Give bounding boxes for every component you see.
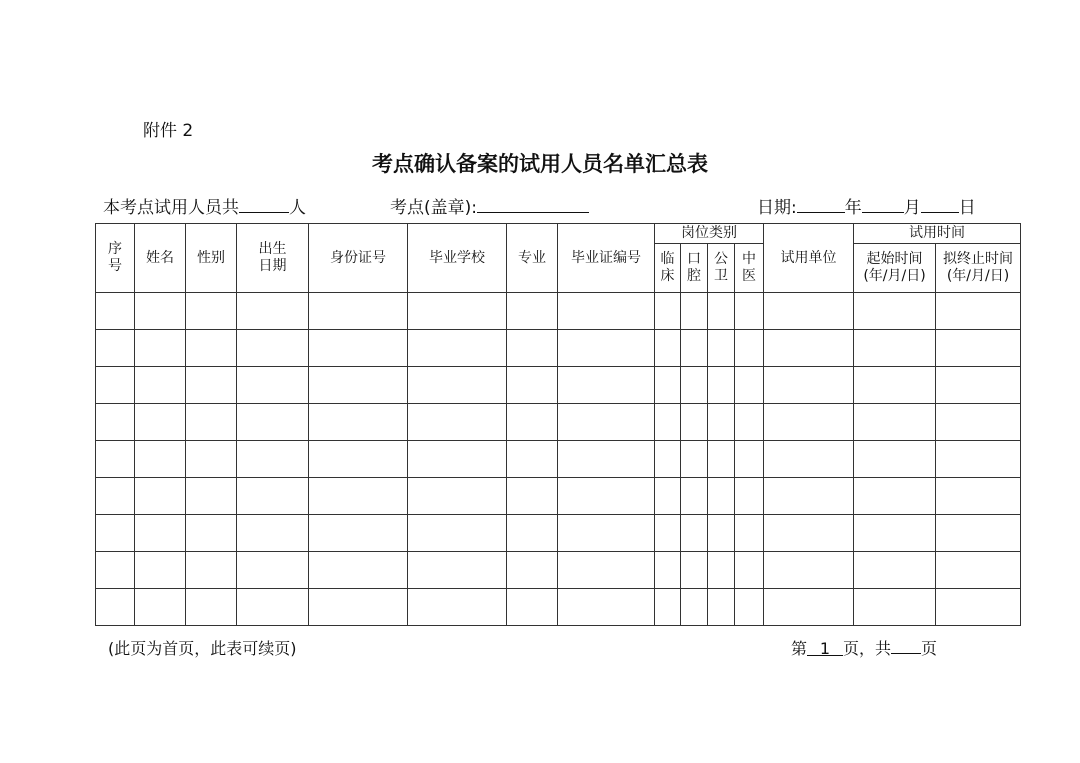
cell-cert-number[interactable] xyxy=(558,293,655,330)
form-title: 考点确认备案的试用人员名单汇总表 xyxy=(372,151,708,176)
cell-gender[interactable] xyxy=(186,330,237,367)
cell-end-time[interactable] xyxy=(936,404,1021,441)
cell-post-public-health[interactable] xyxy=(708,404,735,441)
cell-post-tcm[interactable] xyxy=(735,330,764,367)
cell-seq[interactable] xyxy=(96,404,135,441)
date-label: 日期: xyxy=(757,198,797,218)
cell-name[interactable] xyxy=(135,515,186,552)
count-prefix: 本考点试用人员共 xyxy=(103,198,239,218)
cell-id-number[interactable] xyxy=(309,552,408,589)
cell-id-number[interactable] xyxy=(309,367,408,404)
cell-birth-date[interactable] xyxy=(237,589,309,626)
header-post-clinical: 临 床 xyxy=(655,244,681,293)
cell-birth-date[interactable] xyxy=(237,367,309,404)
cell-post-clinical[interactable] xyxy=(655,441,681,478)
cell-seq[interactable] xyxy=(96,441,135,478)
cell-major[interactable] xyxy=(507,330,558,367)
cell-start-time[interactable] xyxy=(854,293,936,330)
cell-post-clinical[interactable] xyxy=(655,330,681,367)
cell-id-number[interactable] xyxy=(309,589,408,626)
roster-body xyxy=(96,293,1021,626)
cell-unit[interactable] xyxy=(764,478,854,515)
cell-unit[interactable] xyxy=(764,589,854,626)
page-count-line xyxy=(791,636,937,659)
header-name: 姓名 xyxy=(135,224,186,293)
cell-school[interactable] xyxy=(408,478,507,515)
cell-cert-number[interactable] xyxy=(558,330,655,367)
cell-post-public-health[interactable] xyxy=(708,330,735,367)
cell-name[interactable] xyxy=(135,367,186,404)
cell-post-public-health[interactable] xyxy=(708,293,735,330)
cell-post-dental[interactable] xyxy=(681,404,708,441)
cell-id-number[interactable] xyxy=(309,478,408,515)
table-row xyxy=(96,367,1021,404)
cell-unit[interactable] xyxy=(764,515,854,552)
cell-seq[interactable] xyxy=(96,552,135,589)
cell-seq[interactable] xyxy=(96,330,135,367)
total-pages-blank xyxy=(891,637,921,654)
cell-birth-date[interactable] xyxy=(237,404,309,441)
cell-cert-number[interactable] xyxy=(558,404,655,441)
cell-end-time[interactable] xyxy=(936,293,1021,330)
cell-birth-date[interactable] xyxy=(237,478,309,515)
table-row xyxy=(96,293,1021,330)
cell-post-dental[interactable] xyxy=(681,589,708,626)
header-trial-period: 试用时间 xyxy=(854,224,1021,244)
cell-gender[interactable] xyxy=(186,404,237,441)
cell-post-dental[interactable] xyxy=(681,293,708,330)
cell-name[interactable] xyxy=(135,552,186,589)
cell-gender[interactable] xyxy=(186,367,237,404)
cell-start-time[interactable] xyxy=(854,552,936,589)
cell-name[interactable] xyxy=(135,404,186,441)
cell-post-tcm[interactable] xyxy=(735,441,764,478)
cell-post-dental[interactable] xyxy=(681,552,708,589)
cell-gender[interactable] xyxy=(186,441,237,478)
cell-post-clinical[interactable] xyxy=(655,404,681,441)
header-major: 专业 xyxy=(507,224,558,293)
page-prefix: 第 xyxy=(791,639,808,658)
cell-school[interactable] xyxy=(408,515,507,552)
header-birth-date: 出生 日期 xyxy=(237,224,309,293)
cell-post-dental[interactable] xyxy=(681,441,708,478)
cell-seq[interactable] xyxy=(96,589,135,626)
cell-id-number[interactable] xyxy=(309,404,408,441)
cell-birth-date[interactable] xyxy=(237,330,309,367)
cell-post-clinical[interactable] xyxy=(655,552,681,589)
cell-post-public-health[interactable] xyxy=(708,441,735,478)
cell-post-public-health[interactable] xyxy=(708,367,735,404)
attachment-label: 附件 2 xyxy=(143,121,194,141)
cell-seq[interactable] xyxy=(96,478,135,515)
cell-unit[interactable] xyxy=(764,552,854,589)
cell-post-clinical[interactable] xyxy=(655,293,681,330)
cell-gender[interactable] xyxy=(186,552,237,589)
table-row xyxy=(96,441,1021,478)
cell-id-number[interactable] xyxy=(309,293,408,330)
year-label: 年 xyxy=(844,198,862,218)
header-post-dental: 口 腔 xyxy=(681,244,708,293)
table-row xyxy=(96,589,1021,626)
header-end-time: 拟终止时间 (年/月/日) xyxy=(936,244,1021,293)
month-blank xyxy=(862,196,904,213)
header-school: 毕业学校 xyxy=(408,224,507,293)
cell-gender[interactable] xyxy=(186,515,237,552)
cell-end-time[interactable] xyxy=(936,441,1021,478)
month-label: 月 xyxy=(903,198,921,218)
cell-birth-date[interactable] xyxy=(237,441,309,478)
cell-cert-number[interactable] xyxy=(558,441,655,478)
seal-line xyxy=(390,193,589,218)
cell-major[interactable] xyxy=(507,552,558,589)
date-line xyxy=(757,193,976,218)
cell-id-number[interactable] xyxy=(309,515,408,552)
cell-post-clinical[interactable] xyxy=(655,367,681,404)
cell-seq[interactable] xyxy=(96,515,135,552)
cell-post-clinical[interactable] xyxy=(655,478,681,515)
cell-name[interactable] xyxy=(135,589,186,626)
table-row xyxy=(96,478,1021,515)
header-post-public-health: 公 卫 xyxy=(708,244,735,293)
table-row xyxy=(96,404,1021,441)
cell-name[interactable] xyxy=(135,293,186,330)
table-row xyxy=(96,330,1021,367)
cell-post-tcm[interactable] xyxy=(735,589,764,626)
cell-end-time[interactable] xyxy=(936,330,1021,367)
cell-cert-number[interactable] xyxy=(558,515,655,552)
cell-seq[interactable] xyxy=(96,293,135,330)
cell-birth-date[interactable] xyxy=(237,552,309,589)
cell-school[interactable] xyxy=(408,404,507,441)
cell-unit[interactable] xyxy=(764,293,854,330)
seal-blank xyxy=(477,196,589,213)
page-number: 1 xyxy=(807,639,843,656)
cell-unit[interactable] xyxy=(764,404,854,441)
cell-post-tcm[interactable] xyxy=(735,552,764,589)
cell-school[interactable] xyxy=(408,330,507,367)
cell-post-dental[interactable] xyxy=(681,367,708,404)
cell-post-tcm[interactable] xyxy=(735,478,764,515)
cell-school[interactable] xyxy=(408,552,507,589)
header-post-category: 岗位类别 xyxy=(655,224,764,244)
seal-label: 考点(盖章): xyxy=(390,198,477,218)
cell-post-tcm[interactable] xyxy=(735,293,764,330)
table-row xyxy=(96,552,1021,589)
cell-major[interactable] xyxy=(507,589,558,626)
cell-unit[interactable] xyxy=(764,367,854,404)
header-cert-number: 毕业证编号 xyxy=(558,224,655,293)
cell-seq[interactable] xyxy=(96,367,135,404)
cell-cert-number[interactable] xyxy=(558,552,655,589)
cell-major[interactable] xyxy=(507,478,558,515)
cell-post-clinical[interactable] xyxy=(655,515,681,552)
cell-birth-date[interactable] xyxy=(237,515,309,552)
cell-post-public-health[interactable] xyxy=(708,552,735,589)
cell-major[interactable] xyxy=(507,293,558,330)
cell-school[interactable] xyxy=(408,441,507,478)
table-row xyxy=(96,515,1021,552)
count-blank xyxy=(239,196,289,213)
cell-school[interactable] xyxy=(408,367,507,404)
cell-post-public-health[interactable] xyxy=(708,515,735,552)
cell-major[interactable] xyxy=(507,515,558,552)
cell-post-public-health[interactable] xyxy=(708,478,735,515)
cell-end-time[interactable] xyxy=(936,515,1021,552)
cell-major[interactable] xyxy=(507,404,558,441)
cell-cert-number[interactable] xyxy=(558,589,655,626)
cell-end-time[interactable] xyxy=(936,589,1021,626)
cell-cert-number[interactable] xyxy=(558,478,655,515)
header-gender: 性别 xyxy=(186,224,237,293)
cell-unit[interactable] xyxy=(764,441,854,478)
header-post-tcm: 中 医 xyxy=(735,244,764,293)
cell-post-dental[interactable] xyxy=(681,515,708,552)
header-id-number: 身份证号 xyxy=(309,224,408,293)
cell-school[interactable] xyxy=(408,293,507,330)
count-suffix: 人 xyxy=(289,198,306,218)
cell-end-time[interactable] xyxy=(936,552,1021,589)
cell-start-time[interactable] xyxy=(854,515,936,552)
cell-post-dental[interactable] xyxy=(681,330,708,367)
cell-gender[interactable] xyxy=(186,293,237,330)
participant-count-line xyxy=(103,193,306,218)
cell-post-tcm[interactable] xyxy=(735,515,764,552)
day-label: 日 xyxy=(958,198,976,218)
cell-start-time[interactable] xyxy=(854,441,936,478)
cell-birth-date[interactable] xyxy=(237,293,309,330)
cell-post-public-health[interactable] xyxy=(708,589,735,626)
year-blank xyxy=(797,196,845,213)
header-start-time: 起始时间 (年/月/日) xyxy=(854,244,936,293)
cell-start-time[interactable] xyxy=(854,404,936,441)
cell-start-time[interactable] xyxy=(854,478,936,515)
page-suffix: 页 xyxy=(921,639,938,658)
cell-start-time[interactable] xyxy=(854,589,936,626)
cell-unit[interactable] xyxy=(764,330,854,367)
cell-end-time[interactable] xyxy=(936,478,1021,515)
cell-id-number[interactable] xyxy=(309,441,408,478)
cell-post-dental[interactable] xyxy=(681,478,708,515)
cell-major[interactable] xyxy=(507,441,558,478)
cell-gender[interactable] xyxy=(186,478,237,515)
cell-id-number[interactable] xyxy=(309,330,408,367)
roster-table xyxy=(95,223,1021,626)
continuation-note: (此页为首页，此表可续页) xyxy=(108,639,297,658)
day-blank xyxy=(921,196,959,213)
cell-gender[interactable] xyxy=(186,589,237,626)
cell-end-time[interactable] xyxy=(936,367,1021,404)
cell-school[interactable] xyxy=(408,589,507,626)
cell-name[interactable] xyxy=(135,478,186,515)
page-mid: 页，共 xyxy=(843,639,892,658)
cell-post-clinical[interactable] xyxy=(655,589,681,626)
cell-cert-number[interactable] xyxy=(558,367,655,404)
cell-name[interactable] xyxy=(135,441,186,478)
cell-start-time[interactable] xyxy=(854,330,936,367)
cell-major[interactable] xyxy=(507,367,558,404)
cell-post-tcm[interactable] xyxy=(735,367,764,404)
header-seq: 序 号 xyxy=(96,224,135,293)
cell-post-tcm[interactable] xyxy=(735,404,764,441)
cell-start-time[interactable] xyxy=(854,367,936,404)
cell-name[interactable] xyxy=(135,330,186,367)
header-unit: 试用单位 xyxy=(764,224,854,293)
